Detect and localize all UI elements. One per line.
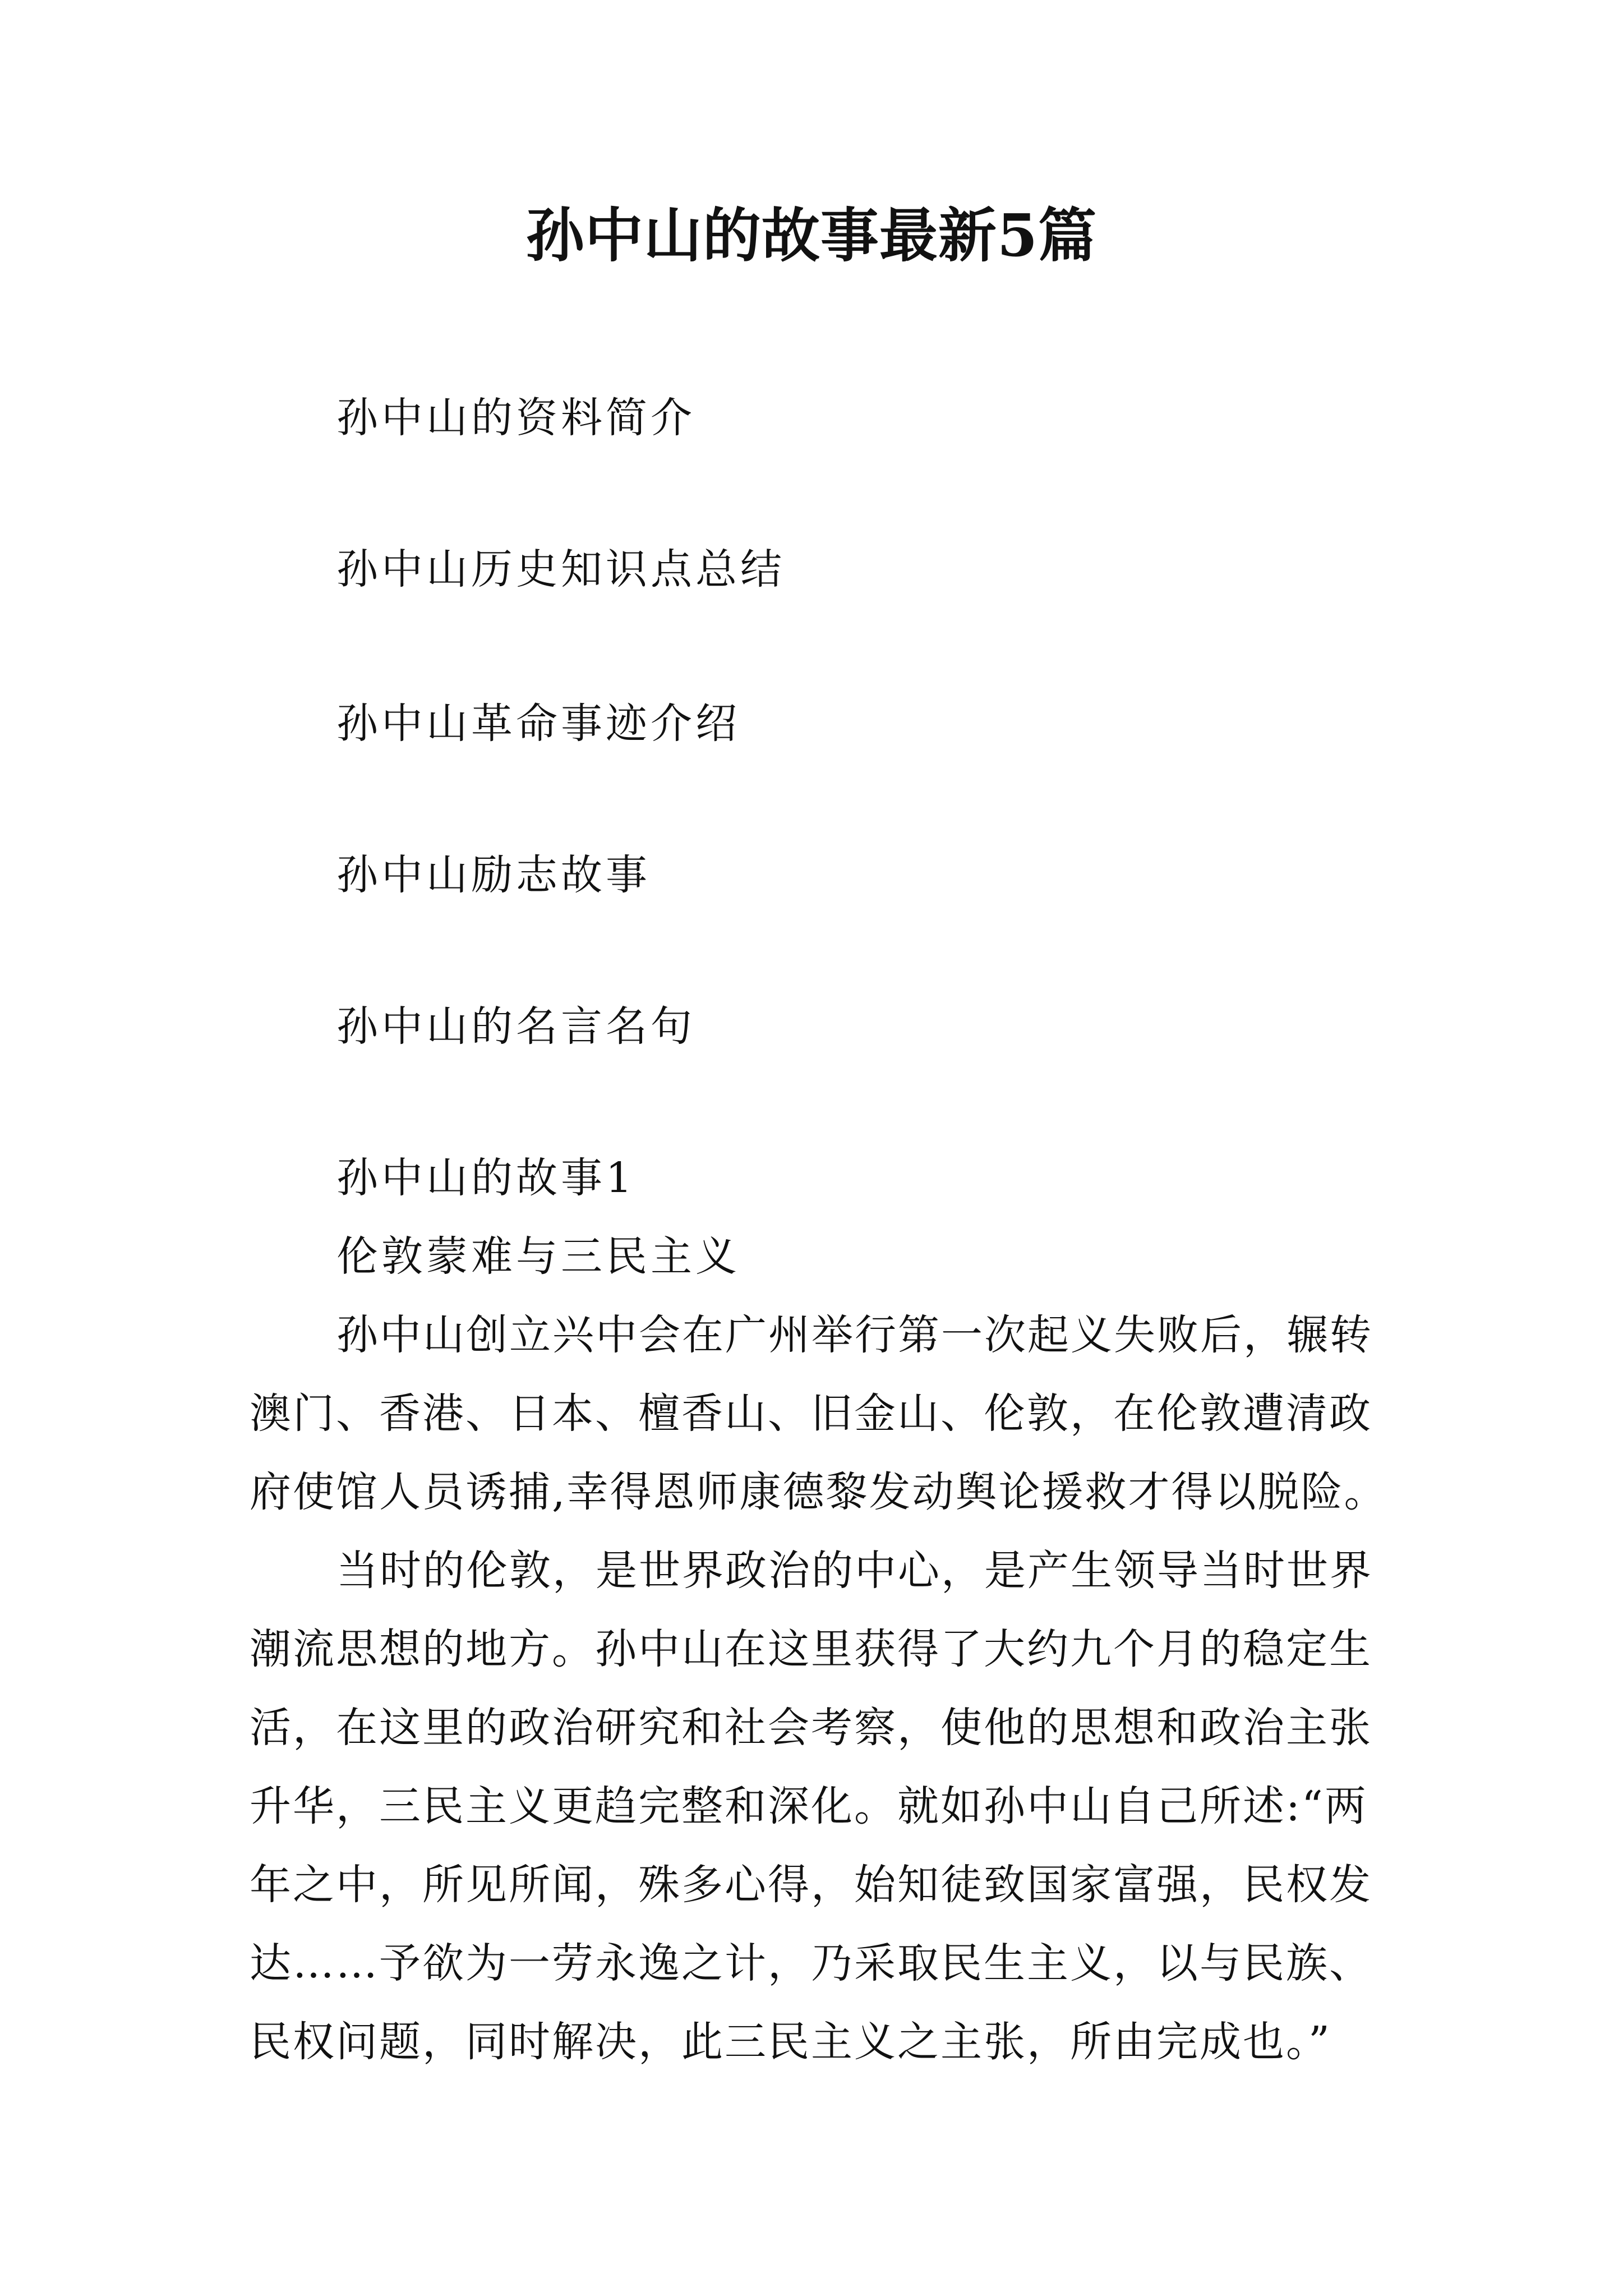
paragraph-line: 当时的伦敦，是世界政治的中心，是产生领导当时世界 [336, 1547, 1373, 1595]
paragraph-line: 潮流思想的地方。孙中山在这里获得了大约九个月的稳定生 [250, 1625, 1372, 1673]
toc-item-inspiration: 孙中山励志故事 [336, 851, 651, 899]
paragraph-line: 活，在这里的政治研究和社会考察，使他的思想和政治主张 [250, 1704, 1372, 1752]
toc-item-revolution: 孙中山革命事迹介绍 [336, 700, 740, 748]
paragraph-line: 年之中，所见所闻，殊多心得，始知徒致国家富强，民权发 [250, 1861, 1372, 1909]
paragraph-line: 府使馆人员诱捕,幸得恩师康德黎发动舆论援救才得以脱险。 [250, 1468, 1387, 1516]
toc-item-quotes: 孙中山的名言名句 [336, 1002, 695, 1051]
story-label: 孙中山的故事1 [336, 1154, 636, 1202]
paragraph-line: 升华，三民主义更趋完整和深化。就如孙中山自己所述:“两 [250, 1782, 1368, 1830]
paragraph-line: 澳门、香港、日本、檀香山、旧金山、伦敦，在伦敦遭清政 [250, 1389, 1372, 1438]
story-subtitle: 伦敦蒙难与三民主义 [336, 1232, 740, 1281]
toc-item-profile: 孙中山的资料简介 [336, 394, 695, 442]
document-title: 孙中山的故事最新5篇 [525, 201, 1098, 270]
toc-item-history: 孙中山历史知识点总结 [336, 545, 785, 593]
paragraph-line: 达……予欲为一劳永逸之计，乃采取民生主义，以与民族、 [250, 1939, 1372, 1987]
paragraph-line: 民权问题，同时解决，此三民主义之主张，所由完成也。” [250, 2018, 1331, 2066]
paragraph-line: 孙中山创立兴中会在广州举行第一次起义失败后，辗转 [336, 1311, 1373, 1359]
